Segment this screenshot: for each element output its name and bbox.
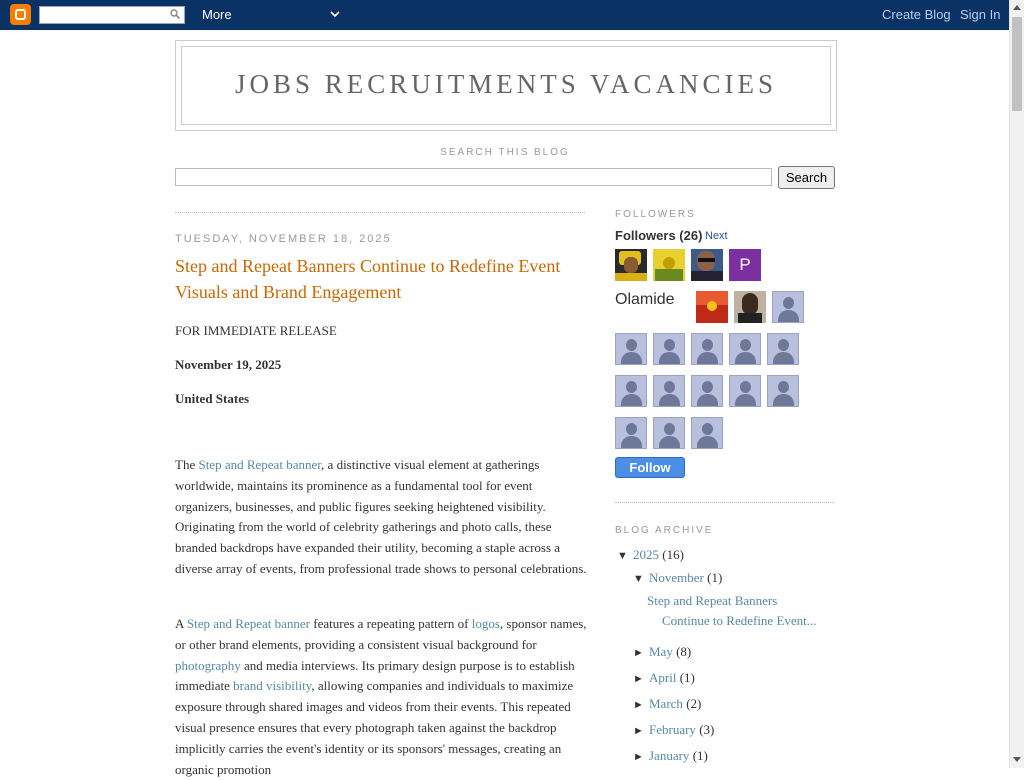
archive-month-link[interactable]: January — [649, 748, 690, 763]
blog-search-input[interactable] — [175, 168, 772, 186]
archive-post-link[interactable] — [647, 591, 827, 631]
archive-year-2025 — [617, 547, 684, 563]
collapse-toggle-icon[interactable]: ► — [633, 751, 644, 763]
post-title[interactable]: Step and Repeat Banners Continue to Redefine Event Visuals and Brand Engagement — [175, 256, 561, 302]
default-avatar-icon[interactable] — [767, 333, 799, 365]
page-scrollbar[interactable] — [1009, 0, 1024, 768]
blog-header-inner — [181, 46, 831, 125]
default-avatar-icon[interactable] — [691, 375, 723, 407]
text: A — [175, 616, 187, 631]
search-heading: SEARCH THIS BLOG — [440, 147, 570, 158]
sign-in-link[interactable]: Sign In — [960, 7, 1001, 22]
archive-month-april — [633, 670, 695, 686]
follower-avatar-letter[interactable]: P — [729, 249, 761, 281]
blog-archive-heading: BLOG ARCHIVE — [615, 525, 714, 536]
default-avatar-icon[interactable] — [615, 333, 647, 365]
blog-header — [175, 40, 837, 131]
divider — [175, 212, 585, 213]
chevron-down-icon[interactable] — [329, 9, 341, 19]
archive-month-link[interactable]: March — [649, 696, 683, 711]
default-avatar-icon[interactable] — [729, 375, 761, 407]
text: and media interviews. Its primary design purpose is to establish immediate — [175, 657, 575, 694]
text: features a repeating pattern of — [310, 616, 472, 631]
collapse-toggle-icon[interactable]: ► — [633, 647, 644, 659]
archive-count: (1) — [679, 670, 695, 685]
archive-month-february — [633, 722, 714, 738]
collapse-toggle-icon[interactable]: ► — [633, 699, 644, 711]
blogger-logo-icon[interactable] — [10, 4, 31, 25]
date-line: November 19, 2025 — [175, 357, 282, 372]
post-date: TUESDAY, NOVEMBER 18, 2025 — [175, 233, 392, 245]
archive-count: (16) — [662, 547, 684, 562]
expand-toggle-icon[interactable]: ▼ — [617, 550, 628, 562]
step-repeat-banner-link[interactable]: Step and Repeat banner — [186, 616, 311, 631]
default-avatar-icon[interactable] — [653, 417, 685, 449]
default-avatar-icon[interactable] — [729, 333, 761, 365]
followers-heading: FOLLOWERS — [615, 209, 696, 220]
followers-next-link[interactable]: Next — [705, 230, 728, 242]
default-avatar-icon[interactable] — [691, 333, 723, 365]
scroll-down-arrow-icon[interactable] — [1013, 757, 1021, 762]
post-paragraph-1 — [175, 455, 587, 580]
search-icon[interactable] — [170, 9, 180, 19]
text: , allowing companies and individuals to maximize exposure through shared images and videos from their events. This repeated visual presence ensures that every photograph taken against the backdrop implicitly carries the event's identity or its sponsors' messages, creating an organic promotion — [175, 678, 574, 777]
archive-month-january — [633, 748, 708, 764]
followers-count: Followers (26) — [615, 228, 703, 243]
location-line: United States — [175, 391, 250, 406]
collapse-toggle-icon[interactable]: ► — [633, 725, 644, 737]
archive-count: (3) — [699, 722, 715, 737]
expand-toggle-icon[interactable]: ▼ — [633, 573, 644, 585]
step-repeat-banner-link[interactable]: Step and Repeat banner — [198, 457, 322, 472]
archive-month-link[interactable]: February — [649, 722, 696, 737]
logos-link[interactable]: logos — [471, 616, 500, 631]
archive-count: (8) — [676, 644, 692, 659]
photography-link[interactable]: photography — [175, 657, 241, 673]
follower-avatar[interactable] — [691, 249, 723, 281]
default-avatar-icon[interactable] — [615, 417, 647, 449]
follow-button[interactable]: Follow — [615, 457, 685, 478]
archive-month-november — [633, 570, 722, 586]
scroll-up-arrow-icon[interactable] — [1013, 5, 1021, 10]
archive-count: (1) — [707, 570, 723, 585]
archive-post-line[interactable]: Continue to Redefine Event... — [662, 613, 817, 628]
navbar-search-input[interactable] — [39, 6, 185, 24]
default-avatar-icon[interactable] — [653, 333, 685, 365]
archive-month-may — [633, 644, 691, 660]
archive-month-link[interactable]: May — [649, 644, 673, 659]
text: The — [175, 457, 199, 472]
default-avatar-icon[interactable] — [615, 375, 647, 407]
archive-year-link[interactable]: 2025 — [633, 547, 659, 562]
default-avatar-icon[interactable] — [767, 375, 799, 407]
archive-month-march — [633, 696, 701, 712]
blogger-navbar — [0, 0, 1009, 30]
follower-avatar[interactable] — [653, 249, 685, 281]
default-avatar-icon[interactable] — [691, 417, 723, 449]
follower-avatar[interactable] — [696, 291, 728, 323]
release-line: FOR IMMEDIATE RELEASE — [175, 323, 337, 338]
blog-title[interactable]: JOBS RECRUITMENTS VACANCIES — [234, 69, 778, 99]
post-paragraph-2 — [175, 614, 587, 780]
more-menu[interactable]: More — [202, 7, 232, 22]
follower-avatar[interactable] — [734, 291, 766, 323]
default-avatar-icon[interactable] — [653, 375, 685, 407]
archive-month-link[interactable]: April — [649, 670, 677, 685]
archive-count: (2) — [686, 696, 702, 711]
archive-post-line[interactable]: Step and Repeat Banners — [647, 593, 778, 608]
text: , sponsor names, or other brand elements, providing a consistent visual background for — [175, 616, 587, 652]
brand-visibility-link[interactable]: brand visibility — [233, 678, 312, 694]
default-avatar-icon[interactable] — [772, 291, 804, 323]
search-button[interactable]: Search — [778, 166, 835, 189]
follower-avatar-broken[interactable]: Olamide — [615, 291, 675, 308]
collapse-toggle-icon[interactable]: ► — [633, 673, 644, 685]
text: , a distinctive visual element at gatherings worldwide, maintains its prominence as a fundamental tool for event organizers, businesses, and public figures seeking heightened visibility. Originating from the world of celebrity gatherings and photo calls, these branded backdrops have expanded their utility, becoming a staple across a diverse array of events, from professional trade shows to personal celebrations. — [175, 457, 587, 576]
create-blog-link[interactable]: Create Blog — [882, 7, 951, 22]
archive-count: (1) — [692, 748, 708, 763]
follower-avatar[interactable] — [615, 249, 647, 281]
archive-month-link[interactable]: November — [649, 570, 704, 585]
divider — [615, 502, 835, 503]
scroll-thumb[interactable] — [1012, 17, 1022, 111]
